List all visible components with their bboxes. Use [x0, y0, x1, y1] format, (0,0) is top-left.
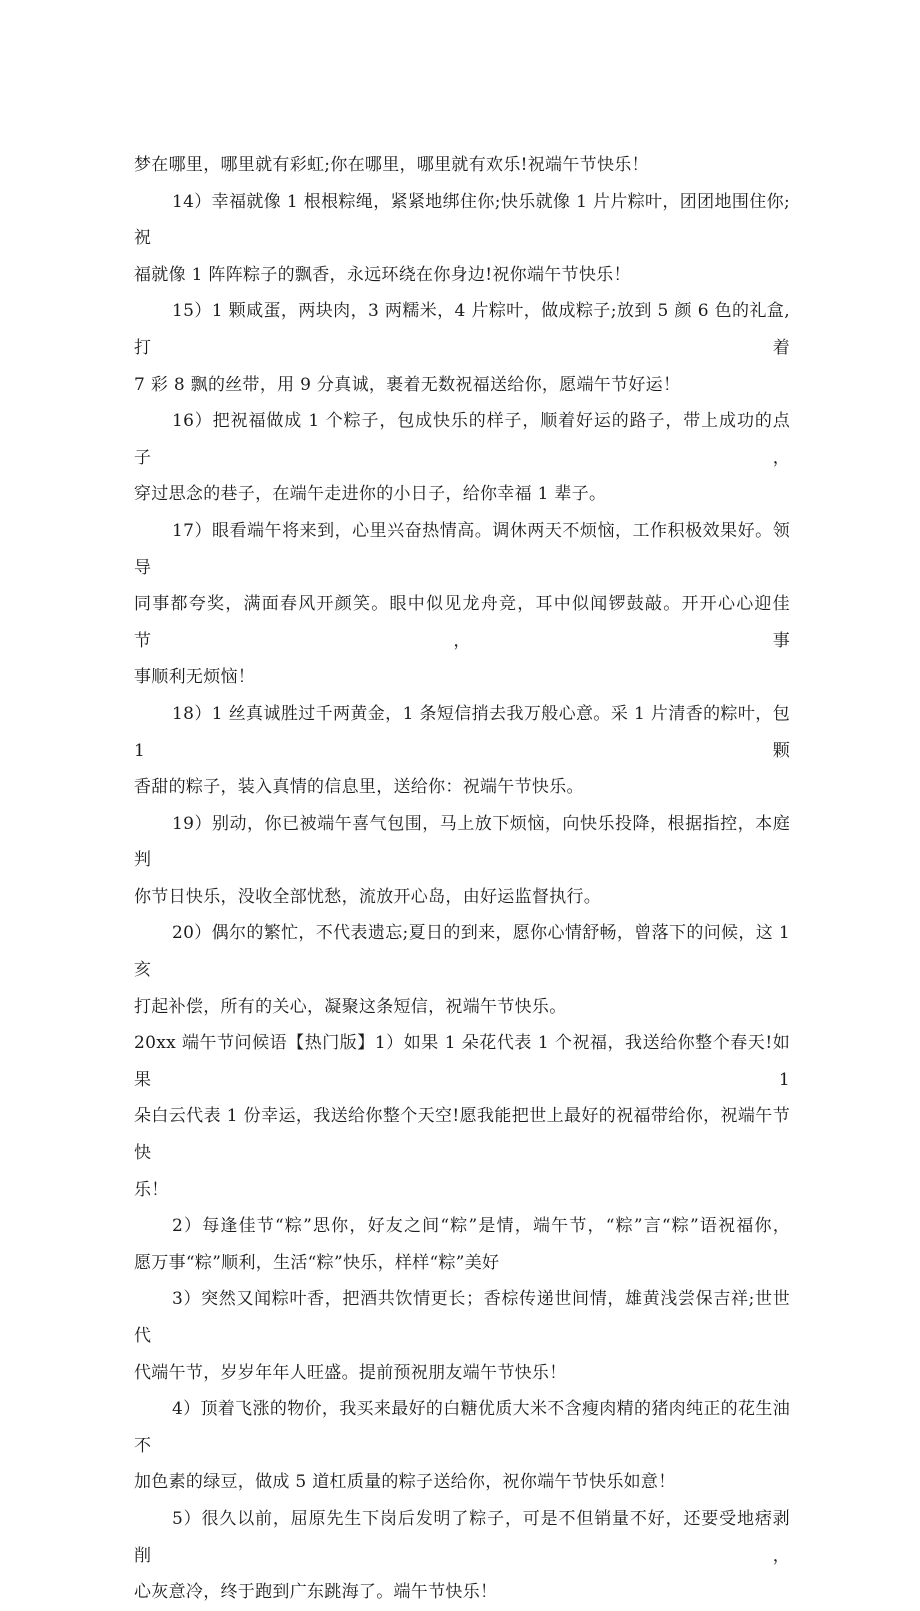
text-line: 朵白云代表 1 份幸运，我送给你整个天空!愿我能把世上最好的祝福带给你，祝端午节快	[134, 1106, 790, 1164]
text-line: 同事都夸奖，满面春风开颜笑。眼中似见龙舟竞，耳中似闻锣鼓敲。开开心心迎佳节，事	[134, 594, 790, 651]
text-line: 穿过思念的巷子，在端午走进你的小日子，给你幸福 1 辈子。	[134, 484, 607, 505]
text-line: 3）突然又闻粽叶香，把酒共饮情更长；香棕传递世间情，雄黄浅尝保吉祥;世世代	[134, 1289, 790, 1346]
text-line: 梦在哪里，哪里就有彩虹;你在哪里，哪里就有欢乐!祝端午节快乐！	[134, 155, 649, 175]
text-line: 加色素的绿豆，做成 5 道杠质量的粽子送给你，祝你端午节快乐如意！	[134, 1472, 676, 1493]
text-line: 2）每逢佳节“粽”思你，好友之间“粽”是情，端午节，“粽”言“粽”语祝福你，	[172, 1216, 790, 1237]
text-line: 你节日快乐，没收全部忧愁，流放开心岛，由好运监督执行。	[134, 886, 602, 907]
text-line: 19）别动，你已被端午喜气包围，马上放下烦恼，向快乐投降，根据指控，本庭判	[134, 813, 790, 871]
text-line: 5）很久以前，屈原先生下岗后发明了粽子，可是不但销量不好，还要受地痞剥削，	[134, 1508, 790, 1566]
text-line: 4）顶着飞涨的物价，我买来最好的白糖优质大米不含瘦肉精的猪肉纯正的花生油不	[134, 1399, 790, 1456]
text-line: 14）幸福就像 1 根根粽绳，紧紧地绑住你;快乐就像 1 片片粽叶，团团地围住你;祝	[134, 191, 790, 249]
text-line: 7 彩 8 飘的丝带，用 9 分真诚，裹着无数祝福送给你，愿端午节好运！	[134, 374, 681, 395]
text-line: 17）眼看端午将来到，心里兴奋热情高。调休两天不烦恼，工作积极效果好。领导	[134, 520, 790, 578]
text-line: 心灰意冷，终于跑到广东跳海了。端午节快乐！	[134, 1582, 498, 1603]
text-line: 事顺利无烦恼！	[134, 667, 256, 688]
text-line: 愿万事“粽”顺利，生活“粽”快乐，样样“粽”美好	[134, 1252, 500, 1273]
document-body	[134, 147, 790, 1611]
text-line: 20）偶尔的繁忙，不代表遗忘;夏日的到来，愿你心情舒畅，曾落下的问候，这 1 亥	[134, 923, 790, 981]
text-line: 打起补偿，所有的关心，凝聚这条短信，祝端午节快乐。	[134, 996, 567, 1017]
text-line: 福就像 1 阵阵粽子的飘香，永远环绕在你身边!祝你端午节快乐！	[134, 264, 631, 285]
text-line: 20xx 端午节问候语【热门版】1）如果 1 朵花代表 1 个祝福，我送给你整个春天!如果 1	[134, 1033, 790, 1090]
text-line: 香甜的粽子，装入真情的信息里，送给你：祝端午节快乐。	[134, 777, 584, 798]
text-line: 代端午节，岁岁年年人旺盛。提前预祝朋友端午节快乐！	[134, 1362, 567, 1383]
text-line: 18）1 丝真诚胜过千两黄金，1 条短信捎去我万般心意。采 1 片清香的粽叶，包 1 颗	[134, 703, 790, 761]
text-line: 15）1 颗咸蛋，两块肉，3 两糯米，4 片粽叶，做成粽子;放到 5 颜 6 色的礼盒,打着	[134, 301, 790, 358]
text-line: 16）把祝福做成 1 个粽子，包成快乐的样子，顺着好运的路子，带上成功的点子，	[134, 411, 790, 468]
text-line: 乐！	[134, 1179, 169, 1200]
